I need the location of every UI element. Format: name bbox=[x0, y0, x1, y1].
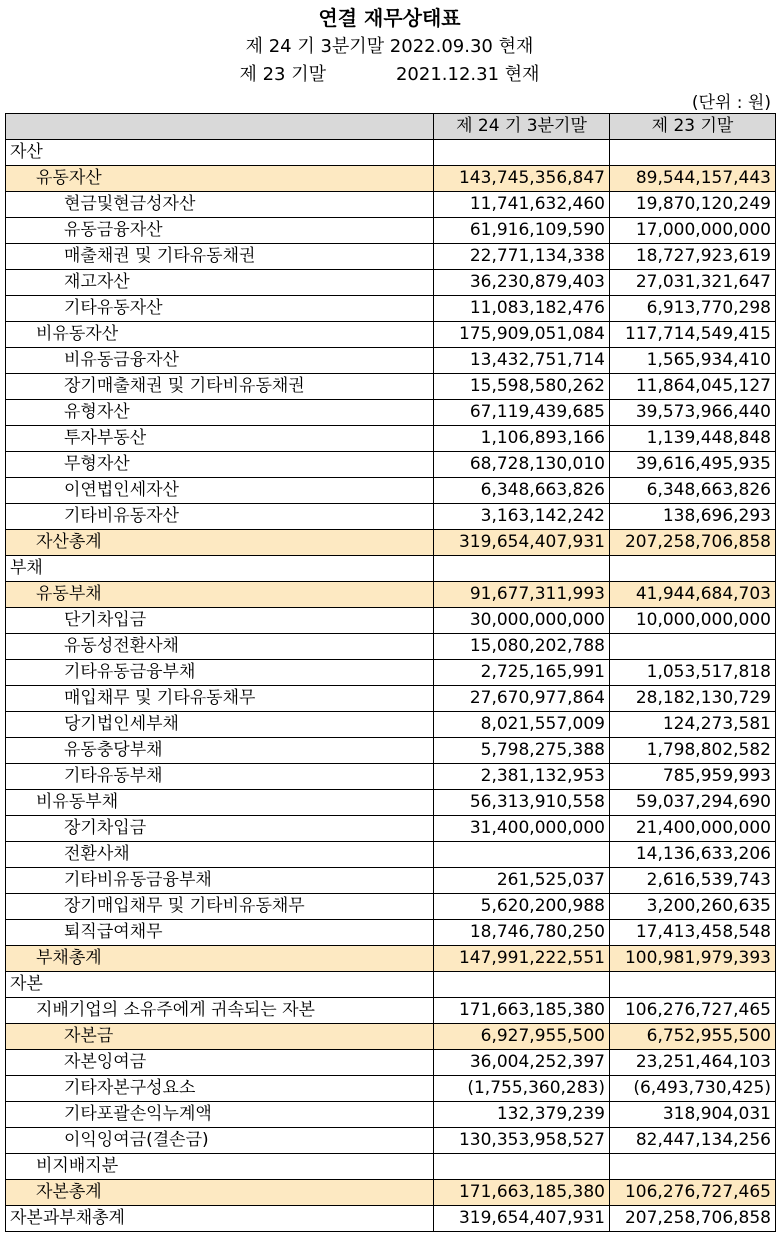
row-value-prior: 318,904,031 bbox=[610, 1102, 776, 1128]
row-value-current: 261,525,037 bbox=[434, 868, 610, 894]
row-value-prior: 27,031,321,647 bbox=[610, 270, 776, 296]
row-value-prior: (6,493,730,425) bbox=[610, 1076, 776, 1102]
table-row bbox=[6, 894, 776, 920]
row-value-current: 130,353,958,527 bbox=[434, 1128, 610, 1154]
row-value-current: 61,916,109,590 bbox=[434, 218, 610, 244]
table-row bbox=[6, 1206, 776, 1232]
row-label: 현금및현금성자산 bbox=[6, 192, 434, 218]
row-value-current bbox=[434, 842, 610, 868]
table-row bbox=[6, 738, 776, 764]
row-value-current: 2,725,165,991 bbox=[434, 660, 610, 686]
row-value-current: 11,083,182,476 bbox=[434, 296, 610, 322]
table-row bbox=[6, 400, 776, 426]
row-label: 비유동부채 bbox=[6, 790, 434, 816]
table-row bbox=[6, 556, 776, 582]
row-label: 지배기업의 소유주에게 귀속되는 자본 bbox=[6, 998, 434, 1024]
row-value-prior: 39,616,495,935 bbox=[610, 452, 776, 478]
table-row bbox=[6, 712, 776, 738]
row-label: 재고자산 bbox=[6, 270, 434, 296]
row-value-current: 3,163,142,242 bbox=[434, 504, 610, 530]
table-row bbox=[6, 140, 776, 166]
row-value-current: 13,432,751,714 bbox=[434, 348, 610, 374]
row-value-current: 2,381,132,953 bbox=[434, 764, 610, 790]
row-label: 유동자산 bbox=[6, 166, 434, 192]
row-value-current: 1,106,893,166 bbox=[434, 426, 610, 452]
table-row bbox=[6, 686, 776, 712]
row-value-current: 31,400,000,000 bbox=[434, 816, 610, 842]
row-value-prior: 1,565,934,410 bbox=[610, 348, 776, 374]
row-value-current: 147,991,222,551 bbox=[434, 946, 610, 972]
row-value-prior bbox=[610, 556, 776, 582]
table-row bbox=[6, 582, 776, 608]
row-label: 기타유동금융부채 bbox=[6, 660, 434, 686]
table-row bbox=[6, 1180, 776, 1206]
row-value-current: 175,909,051,084 bbox=[434, 322, 610, 348]
table-row bbox=[6, 270, 776, 296]
table-row bbox=[6, 452, 776, 478]
period-prior bbox=[0, 60, 779, 86]
row-label: 무형자산 bbox=[6, 452, 434, 478]
row-label: 장기차입금 bbox=[6, 816, 434, 842]
row-value-current bbox=[434, 972, 610, 998]
row-label: 이연법인세자산 bbox=[6, 478, 434, 504]
row-value-prior: 117,714,549,415 bbox=[610, 322, 776, 348]
row-value-prior: 207,258,706,858 bbox=[610, 530, 776, 556]
table-row bbox=[6, 1128, 776, 1154]
table-row bbox=[6, 764, 776, 790]
row-value-prior: 3,200,260,635 bbox=[610, 894, 776, 920]
table-row bbox=[6, 530, 776, 556]
row-label: 자산 bbox=[6, 140, 434, 166]
row-label: 투자부동산 bbox=[6, 426, 434, 452]
table-row bbox=[6, 660, 776, 686]
row-label: 자본 bbox=[6, 972, 434, 998]
row-value-current: 56,313,910,558 bbox=[434, 790, 610, 816]
row-label: 기타비유동금융부채 bbox=[6, 868, 434, 894]
row-label: 자산총계 bbox=[6, 530, 434, 556]
row-value-current: 36,230,879,403 bbox=[434, 270, 610, 296]
row-label: 유동성전환사채 bbox=[6, 634, 434, 660]
row-label: 비유동자산 bbox=[6, 322, 434, 348]
statement-title: 연결 재무상태표 bbox=[318, 6, 461, 30]
table-row bbox=[6, 842, 776, 868]
row-value-prior: 59,037,294,690 bbox=[610, 790, 776, 816]
row-value-current bbox=[434, 1154, 610, 1180]
row-label: 자본금 bbox=[6, 1024, 434, 1050]
table-row bbox=[6, 504, 776, 530]
table-row bbox=[6, 166, 776, 192]
table-row bbox=[6, 192, 776, 218]
row-value-current: 143,745,356,847 bbox=[434, 166, 610, 192]
balance-sheet-table bbox=[5, 113, 776, 1232]
row-value-current bbox=[434, 556, 610, 582]
row-label: 유동충당부채 bbox=[6, 738, 434, 764]
column-header-current: 제 24 기 3분기말 bbox=[434, 114, 610, 140]
table-row bbox=[6, 946, 776, 972]
row-value-prior: 14,136,633,206 bbox=[610, 842, 776, 868]
table-row bbox=[6, 322, 776, 348]
row-value-prior: 124,273,581 bbox=[610, 712, 776, 738]
table-row bbox=[6, 868, 776, 894]
row-label: 기타자본구성요소 bbox=[6, 1076, 434, 1102]
table-row bbox=[6, 1076, 776, 1102]
row-label: 기타포괄손익누계액 bbox=[6, 1102, 434, 1128]
table-row bbox=[6, 972, 776, 998]
table-row bbox=[6, 634, 776, 660]
table-row bbox=[6, 1024, 776, 1050]
table-row bbox=[6, 608, 776, 634]
row-value-prior: 21,400,000,000 bbox=[610, 816, 776, 842]
row-label: 부채총계 bbox=[6, 946, 434, 972]
row-value-prior: 23,251,464,103 bbox=[610, 1050, 776, 1076]
row-value-prior: 17,413,458,548 bbox=[610, 920, 776, 946]
row-label: 기타비유동자산 bbox=[6, 504, 434, 530]
table-row bbox=[6, 374, 776, 400]
row-value-prior: 207,258,706,858 bbox=[610, 1206, 776, 1232]
row-value-current: 319,654,407,931 bbox=[434, 530, 610, 556]
row-label: 기타유동자산 bbox=[6, 296, 434, 322]
table-row bbox=[6, 1050, 776, 1076]
period-prior-label: 제 23 기말 bbox=[239, 64, 326, 85]
row-label: 부채 bbox=[6, 556, 434, 582]
row-value-prior: 1,139,448,848 bbox=[610, 426, 776, 452]
row-value-prior: 28,182,130,729 bbox=[610, 686, 776, 712]
row-value-current: 15,598,580,262 bbox=[434, 374, 610, 400]
table-row bbox=[6, 478, 776, 504]
row-value-prior: 2,616,539,743 bbox=[610, 868, 776, 894]
unit-label: (단위 : 원) bbox=[691, 93, 771, 113]
row-value-current: 171,663,185,380 bbox=[434, 998, 610, 1024]
row-value-current: 68,728,130,010 bbox=[434, 452, 610, 478]
table-row bbox=[6, 296, 776, 322]
row-value-current: 132,379,239 bbox=[434, 1102, 610, 1128]
row-value-current: 5,798,275,388 bbox=[434, 738, 610, 764]
row-value-prior: 6,752,955,500 bbox=[610, 1024, 776, 1050]
table-header-row bbox=[6, 114, 776, 140]
row-value-current: 15,080,202,788 bbox=[434, 634, 610, 660]
row-value-current: 11,741,632,460 bbox=[434, 192, 610, 218]
row-label: 전환사채 bbox=[6, 842, 434, 868]
row-value-current: 27,670,977,864 bbox=[434, 686, 610, 712]
row-value-prior: 82,447,134,256 bbox=[610, 1128, 776, 1154]
row-label: 자본총계 bbox=[6, 1180, 434, 1206]
row-label: 자본잉여금 bbox=[6, 1050, 434, 1076]
row-value-current: 22,771,134,338 bbox=[434, 244, 610, 270]
table-row bbox=[6, 218, 776, 244]
row-value-prior: 106,276,727,465 bbox=[610, 998, 776, 1024]
column-header-prior: 제 23 기말 bbox=[610, 114, 776, 140]
row-value-prior: 17,000,000,000 bbox=[610, 218, 776, 244]
row-value-prior: 138,696,293 bbox=[610, 504, 776, 530]
row-value-prior: 106,276,727,465 bbox=[610, 1180, 776, 1206]
row-label: 당기법인세부채 bbox=[6, 712, 434, 738]
row-label: 기타유동부채 bbox=[6, 764, 434, 790]
row-value-current: 36,004,252,397 bbox=[434, 1050, 610, 1076]
row-value-current: 8,021,557,009 bbox=[434, 712, 610, 738]
row-value-prior: 785,959,993 bbox=[610, 764, 776, 790]
table-row bbox=[6, 244, 776, 270]
row-value-prior: 39,573,966,440 bbox=[610, 400, 776, 426]
row-value-current bbox=[434, 140, 610, 166]
row-value-current: 30,000,000,000 bbox=[434, 608, 610, 634]
period-current: 제 24 기 3분기말 2022.09.30 현재 bbox=[245, 36, 534, 57]
row-label: 단기차입금 bbox=[6, 608, 434, 634]
row-value-prior: 100,981,979,393 bbox=[610, 946, 776, 972]
row-value-current: 67,119,439,685 bbox=[434, 400, 610, 426]
row-label: 자본과부채총계 bbox=[6, 1206, 434, 1232]
row-value-current: 6,927,955,500 bbox=[434, 1024, 610, 1050]
row-value-prior: 6,348,663,826 bbox=[610, 478, 776, 504]
row-label: 비유동금융자산 bbox=[6, 348, 434, 374]
row-value-prior bbox=[610, 1154, 776, 1180]
row-value-prior: 6,913,770,298 bbox=[610, 296, 776, 322]
row-value-prior: 11,864,045,127 bbox=[610, 374, 776, 400]
table-row bbox=[6, 1102, 776, 1128]
row-value-current: (1,755,360,283) bbox=[434, 1076, 610, 1102]
row-value-prior: 10,000,000,000 bbox=[610, 608, 776, 634]
column-header-item bbox=[6, 114, 434, 140]
row-value-current: 171,663,185,380 bbox=[434, 1180, 610, 1206]
period-prior-date: 2021.12.31 현재 bbox=[395, 64, 540, 85]
row-label: 유동금융자산 bbox=[6, 218, 434, 244]
table-row bbox=[6, 998, 776, 1024]
row-label: 이익잉여금(결손금) bbox=[6, 1128, 434, 1154]
row-value-prior: 19,870,120,249 bbox=[610, 192, 776, 218]
row-value-prior: 1,053,517,818 bbox=[610, 660, 776, 686]
row-label: 비지배지분 bbox=[6, 1154, 434, 1180]
row-value-prior bbox=[610, 140, 776, 166]
table-row bbox=[6, 348, 776, 374]
table-row bbox=[6, 1154, 776, 1180]
row-label: 퇴직급여채무 bbox=[6, 920, 434, 946]
row-value-prior: 1,798,802,582 bbox=[610, 738, 776, 764]
row-value-prior: 41,944,684,703 bbox=[610, 582, 776, 608]
row-label: 장기매입채무 및 기타비유동채무 bbox=[6, 894, 434, 920]
row-label: 매출채권 및 기타유동채권 bbox=[6, 244, 434, 270]
table-row bbox=[6, 920, 776, 946]
row-value-current: 6,348,663,826 bbox=[434, 478, 610, 504]
row-value-current: 18,746,780,250 bbox=[434, 920, 610, 946]
row-label: 유동부채 bbox=[6, 582, 434, 608]
row-value-current: 5,620,200,988 bbox=[434, 894, 610, 920]
row-value-prior bbox=[610, 634, 776, 660]
row-label: 장기매출채권 및 기타비유동채권 bbox=[6, 374, 434, 400]
row-label: 유형자산 bbox=[6, 400, 434, 426]
table-row bbox=[6, 790, 776, 816]
row-value-prior bbox=[610, 972, 776, 998]
row-value-prior: 18,727,923,619 bbox=[610, 244, 776, 270]
table-row bbox=[6, 426, 776, 452]
table-row bbox=[6, 816, 776, 842]
row-value-current: 319,654,407,931 bbox=[434, 1206, 610, 1232]
row-value-prior: 89,544,157,443 bbox=[610, 166, 776, 192]
row-label: 매입채무 및 기타유동채무 bbox=[6, 686, 434, 712]
row-value-current: 91,677,311,993 bbox=[434, 582, 610, 608]
